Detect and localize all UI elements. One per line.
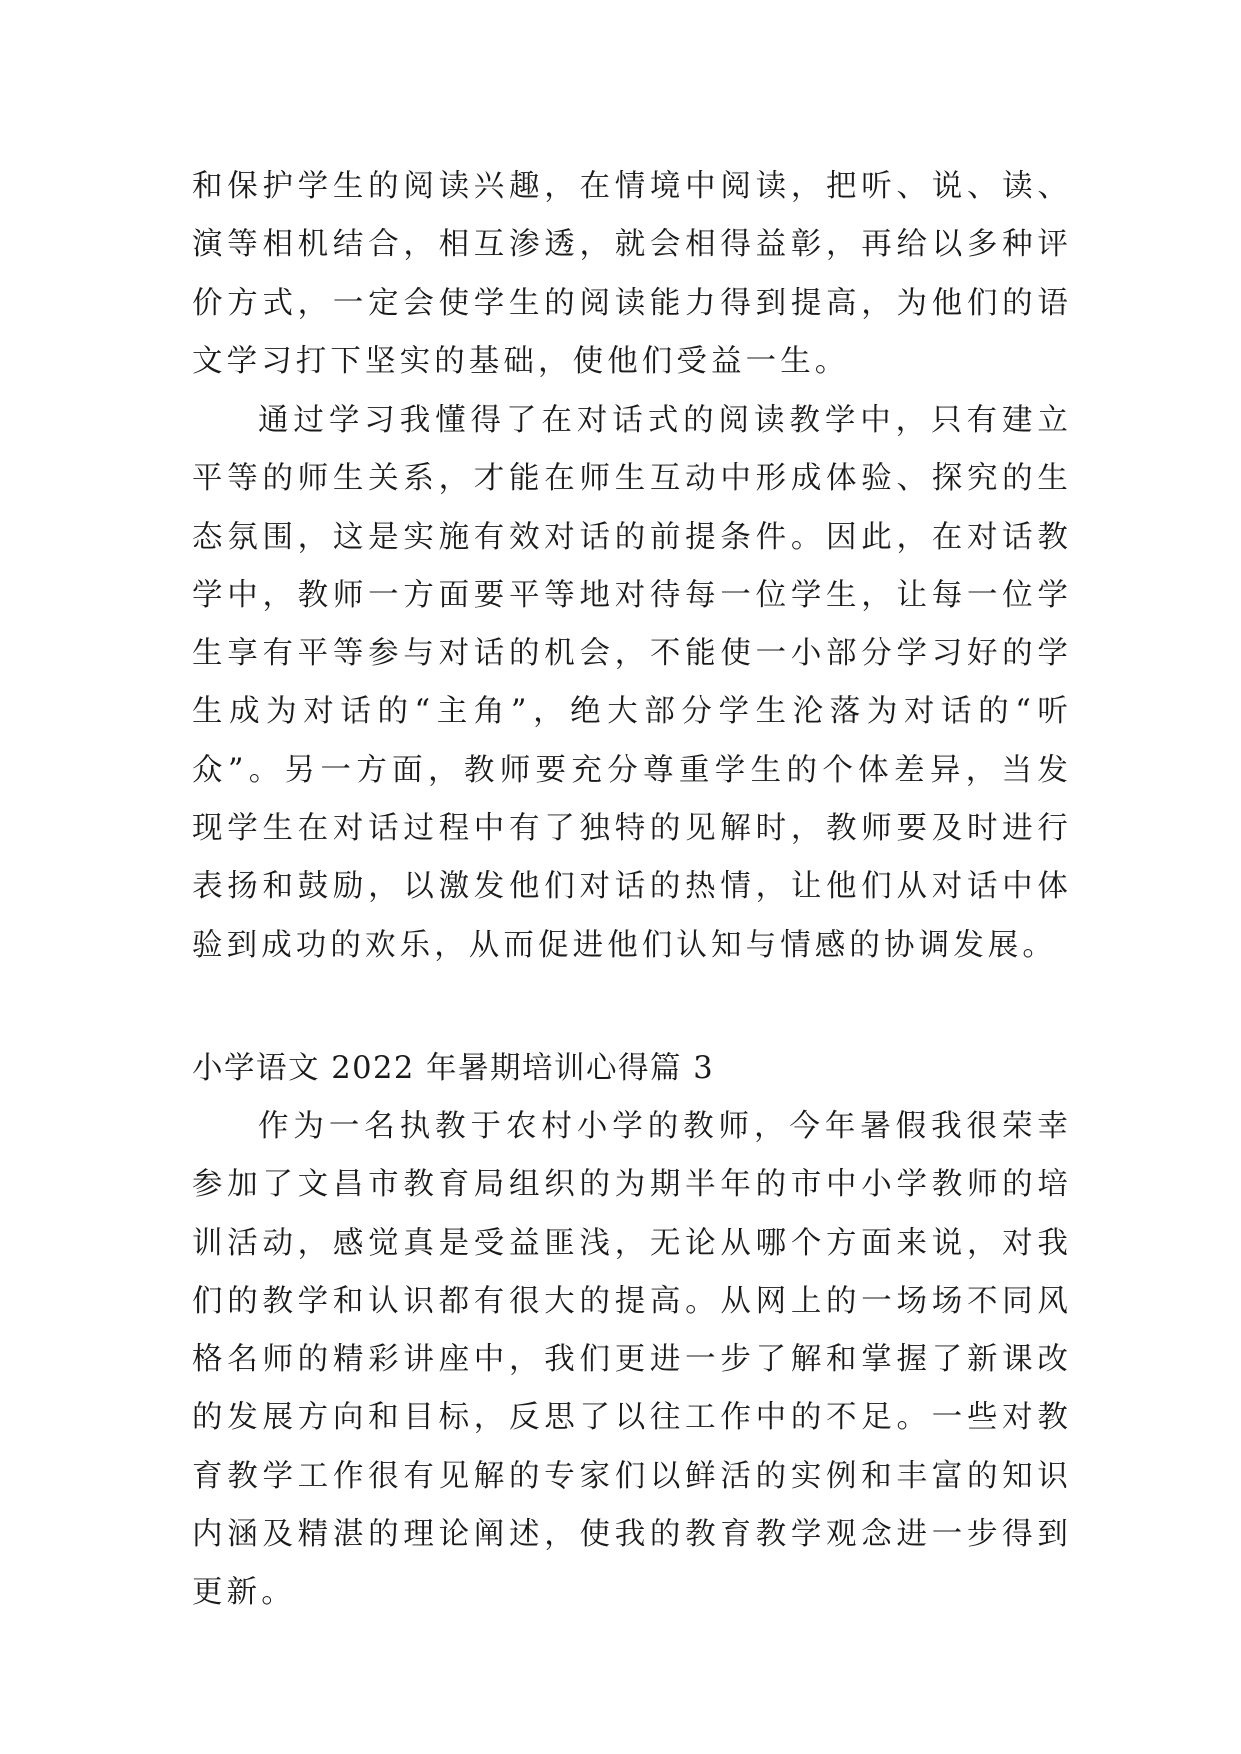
section-heading: 小学语文 2022 年暑期培训心得篇 3	[192, 1051, 715, 1086]
body-paragraph-continued: 和保护学生的阅读兴趣，在情境中阅读，把听、说、读、演等相机结合，相互渗透，就会相得益彰，再给以多种评价方式，一定会使学生的阅读能力得到提高，为他们的语文学习打下坚实的基础，使他们受益一生。	[192, 169, 1072, 379]
section-paragraph: 作为一名执教于农村小学的教师，今年暑假我很荣幸参加了文昌市教育局组织的为期半年的市中小学教师的培训活动，感觉真是受益匪浅，无论从哪个方面来说，对我们的教学和认识都有很大的提高。从网上的一场场不同风格名师的精彩讲座中，我们更进一步了解和掌握了新课改的发展方向和目标，反思了以往工作中的不足。一些对教育教学工作很有见解的专家们以鲜活的实例和丰富的知识内涵及精湛的理论阐述，使我的教育教学观念进一步得到更新。	[192, 1109, 1072, 1611]
body-paragraph: 通过学习我懂得了在对话式的阅读教学中，只有建立平等的师生关系，才能在师生互动中形成体验、探究的生态氛围，这是实施有效对话的前提条件。因此，在对话教学中，教师一方面要平等地对待每一位学生，让每一位学生享有平等参与对话的机会，不能使一小部分学习好的学生成为对话的“主角”，绝大部分学生沦落为对话的“听众”。另一方面，教师要充分尊重学生的个体差异，当发现学生在对话过程中有了独特的见解时，教师要及时进行表扬和鼓励，以激发他们对话的热情，让他们从对话中体验到成功的欢乐，从而促进他们认知与情感的协调发展。	[192, 403, 1072, 963]
